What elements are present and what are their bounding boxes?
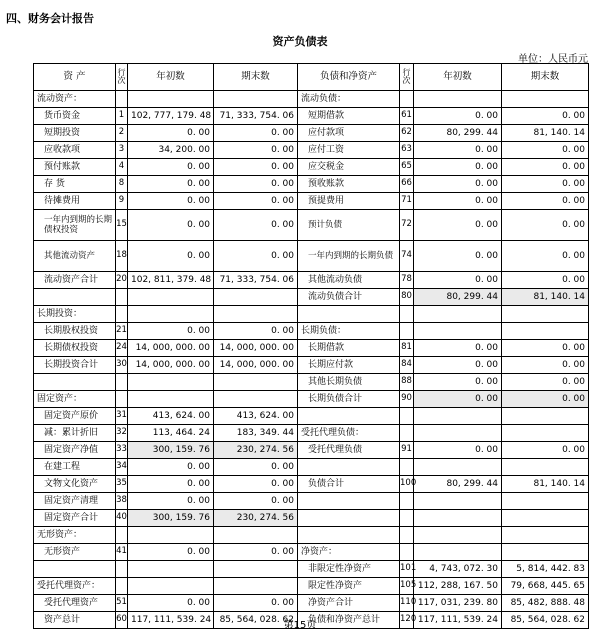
liability-end-value <box>502 459 589 476</box>
liability-end-value: 0. 00 <box>502 142 589 159</box>
asset-item-name: 其他流动资产 <box>34 241 116 272</box>
liability-end-value: 0. 00 <box>502 176 589 193</box>
liability-line-number: 91 <box>400 442 414 459</box>
table-row <box>34 391 589 408</box>
liability-begin-value: 112, 288, 167. 50 <box>414 578 502 595</box>
liability-begin-value: 80, 299. 44 <box>414 476 502 493</box>
begin-col-header: 年初数 <box>128 64 214 91</box>
asset-end-value: 230, 274. 56 <box>214 510 298 527</box>
asset-item-name <box>34 374 116 391</box>
liability-begin-value: 0. 00 <box>414 241 502 272</box>
table-row <box>34 510 589 527</box>
asset-begin-value: 300, 159. 76 <box>128 442 214 459</box>
liability-item-name: 长期负债合计 <box>298 391 400 408</box>
liability-begin-value <box>414 425 502 442</box>
table-row <box>34 544 589 561</box>
asset-begin-value: 34, 200. 00 <box>128 142 214 159</box>
asset-item-name: 长期投资： <box>34 306 116 323</box>
asset-line-number: 32 <box>116 425 128 442</box>
asset-line-number <box>116 374 128 391</box>
table-row <box>34 595 589 612</box>
table-row <box>34 272 589 289</box>
asset-begin-value: 102, 811, 379. 48 <box>128 272 214 289</box>
liability-begin-value: 80, 299. 44 <box>414 289 502 306</box>
asset-item-name: 货币资金 <box>34 108 116 125</box>
liability-begin-value <box>414 510 502 527</box>
liability-begin-value: 0. 00 <box>414 108 502 125</box>
liability-begin-value <box>414 459 502 476</box>
table-row <box>34 323 589 340</box>
asset-item-name: 资产总计 <box>34 612 116 629</box>
asset-end-value: 413, 624. 00 <box>214 408 298 425</box>
asset-line-number <box>116 391 128 408</box>
asset-item-name: 文物文化资产 <box>34 476 116 493</box>
asset-end-value: 14, 000, 000. 00 <box>214 357 298 374</box>
liability-item-name <box>298 306 400 323</box>
liability-begin-value: 117, 111, 539. 24 <box>414 612 502 629</box>
asset-end-value <box>214 561 298 578</box>
asset-begin-value <box>128 91 214 108</box>
asset-begin-value: 0. 00 <box>128 476 214 493</box>
liability-line-number: 74 <box>400 241 414 272</box>
section-heading: 四、财务会计报告 <box>6 12 94 25</box>
asset-line-number: 21 <box>116 323 128 340</box>
table-row <box>34 91 589 108</box>
asset-line-number: 30 <box>116 357 128 374</box>
liability-line-number: 88 <box>400 374 414 391</box>
liability-end-value: 81, 140. 14 <box>502 476 589 493</box>
asset-end-value: 0. 00 <box>214 595 298 612</box>
asset-begin-value: 0. 00 <box>128 544 214 561</box>
liability-item-name: 应付工资 <box>298 142 400 159</box>
asset-item-name: 固定资产： <box>34 391 116 408</box>
liability-begin-value: 0. 00 <box>414 340 502 357</box>
asset-line-number: 18 <box>116 241 128 272</box>
asset-item-name: 长期投资合计 <box>34 357 116 374</box>
asset-begin-value: 0. 00 <box>128 241 214 272</box>
liability-end-value: 0. 00 <box>502 340 589 357</box>
liability-begin-value: 117, 031, 239. 80 <box>414 595 502 612</box>
asset-line-number: 1 <box>116 108 128 125</box>
asset-begin-value: 0. 00 <box>128 459 214 476</box>
asset-end-value: 0. 00 <box>214 459 298 476</box>
balance-sheet-body <box>34 64 589 629</box>
liability-end-value <box>502 91 589 108</box>
liability-line-number <box>400 510 414 527</box>
liability-line-number <box>400 544 414 561</box>
asset-begin-value: 0. 00 <box>128 193 214 210</box>
liability-begin-value: 4, 743, 072. 30 <box>414 561 502 578</box>
asset-begin-value: 413, 624. 00 <box>128 408 214 425</box>
liability-item-name: 应交税金 <box>298 159 400 176</box>
table-row <box>34 578 589 595</box>
line-no-col-header <box>116 64 128 91</box>
liability-line-number: 101 <box>400 561 414 578</box>
liability-item-name <box>298 459 400 476</box>
line-no-col-header-2 <box>400 64 414 91</box>
line-header-bottom: 次 <box>117 76 126 85</box>
liability-end-value: 0. 00 <box>502 374 589 391</box>
asset-end-value: 0. 00 <box>214 323 298 340</box>
asset-col-header: 资 产 <box>34 64 116 91</box>
liability-begin-value <box>414 408 502 425</box>
asset-line-number: 40 <box>116 510 128 527</box>
table-row <box>34 493 589 510</box>
liability-item-name: 预收账款 <box>298 176 400 193</box>
asset-begin-value: 0. 00 <box>128 159 214 176</box>
liability-end-value <box>502 544 589 561</box>
table-row <box>34 210 589 241</box>
asset-begin-value: 14, 000, 000. 00 <box>128 340 214 357</box>
end-col-header-2: 期末数 <box>502 64 589 91</box>
asset-line-number: 31 <box>116 408 128 425</box>
liability-line-number <box>400 527 414 544</box>
asset-item-name: 长期债权投资 <box>34 340 116 357</box>
liability-begin-value: 80, 299. 44 <box>414 125 502 142</box>
liability-begin-value: 0. 00 <box>414 442 502 459</box>
asset-item-name: 存 货 <box>34 176 116 193</box>
liability-end-value <box>502 408 589 425</box>
liability-end-value: 0. 00 <box>502 210 589 241</box>
table-row <box>34 108 589 125</box>
liability-item-name: 应付款项 <box>298 125 400 142</box>
asset-line-number <box>116 91 128 108</box>
asset-end-value: 0. 00 <box>214 125 298 142</box>
asset-line-number <box>116 289 128 306</box>
liability-item-name <box>298 510 400 527</box>
asset-item-name: 应收款项 <box>34 142 116 159</box>
table-row <box>34 159 589 176</box>
liability-item-name: 短期借款 <box>298 108 400 125</box>
liability-item-name: 长期应付款 <box>298 357 400 374</box>
table-row <box>34 561 589 578</box>
asset-begin-value <box>128 578 214 595</box>
asset-begin-value: 117, 111, 539. 24 <box>128 612 214 629</box>
liability-end-value <box>502 510 589 527</box>
end-col-header: 期末数 <box>214 64 298 91</box>
table-header-row <box>34 64 589 91</box>
table-row <box>34 125 589 142</box>
liability-begin-value <box>414 493 502 510</box>
table-row <box>34 408 589 425</box>
liability-end-value <box>502 527 589 544</box>
liability-line-number <box>400 408 414 425</box>
liability-begin-value: 0. 00 <box>414 193 502 210</box>
liability-line-number <box>400 91 414 108</box>
table-row <box>34 442 589 459</box>
asset-begin-value <box>128 391 214 408</box>
page-number: 第15页 <box>283 620 317 631</box>
table-row <box>34 425 589 442</box>
liability-line-number: 90 <box>400 391 414 408</box>
asset-item-name: 受托代理资产 <box>34 595 116 612</box>
asset-end-value <box>214 391 298 408</box>
liability-item-name: 受托代理负债： <box>298 425 400 442</box>
asset-end-value: 183, 349. 44 <box>214 425 298 442</box>
liability-line-number: 100 <box>400 476 414 493</box>
asset-item-name: 在建工程 <box>34 459 116 476</box>
liability-line-number: 61 <box>400 108 414 125</box>
asset-end-value: 0. 00 <box>214 493 298 510</box>
liability-item-name: 其他长期负债 <box>298 374 400 391</box>
asset-end-value: 0. 00 <box>214 193 298 210</box>
table-row <box>34 289 589 306</box>
asset-end-value: 230, 274. 56 <box>214 442 298 459</box>
asset-end-value <box>214 306 298 323</box>
liability-begin-value: 0. 00 <box>414 176 502 193</box>
liability-end-value: 0. 00 <box>502 159 589 176</box>
asset-item-name: 受托代理资产： <box>34 578 116 595</box>
asset-end-value: 0. 00 <box>214 210 298 241</box>
asset-item-name: 无形资产： <box>34 527 116 544</box>
asset-begin-value: 0. 00 <box>128 323 214 340</box>
table-row <box>34 459 589 476</box>
liability-end-value: 0. 00 <box>502 193 589 210</box>
liability-line-number: 71 <box>400 193 414 210</box>
asset-begin-value: 14, 000, 000. 00 <box>128 357 214 374</box>
begin-col-header-2: 年初数 <box>414 64 502 91</box>
asset-line-number: 51 <box>116 595 128 612</box>
liability-line-number <box>400 306 414 323</box>
asset-end-value: 0. 00 <box>214 476 298 493</box>
balance-sheet-table <box>33 63 589 629</box>
table-row <box>34 241 589 272</box>
liability-end-value: 0. 00 <box>502 272 589 289</box>
asset-line-number: 41 <box>116 544 128 561</box>
asset-begin-value: 113, 464. 24 <box>128 425 214 442</box>
liability-end-value: 0. 00 <box>502 391 589 408</box>
currency-unit: 单位：人民币元 <box>518 54 588 65</box>
asset-begin-value <box>128 527 214 544</box>
liability-begin-value: 0. 00 <box>414 210 502 241</box>
asset-item-name: 固定资产合计 <box>34 510 116 527</box>
asset-item-name: 待摊费用 <box>34 193 116 210</box>
liability-end-value: 79, 668, 445. 65 <box>502 578 589 595</box>
liability-line-number: 66 <box>400 176 414 193</box>
asset-line-number: 4 <box>116 159 128 176</box>
table-row <box>34 340 589 357</box>
liability-item-name <box>298 408 400 425</box>
liability-line-number <box>400 493 414 510</box>
asset-end-value: 0. 00 <box>214 176 298 193</box>
asset-line-number <box>116 561 128 578</box>
liability-line-number <box>400 459 414 476</box>
liability-item-name: 负债和净资产总计 <box>298 612 400 629</box>
liability-end-value <box>502 493 589 510</box>
asset-begin-value: 0. 00 <box>128 176 214 193</box>
liability-line-number: 63 <box>400 142 414 159</box>
liability-begin-value: 0. 00 <box>414 159 502 176</box>
table-row <box>34 476 589 493</box>
liability-end-value: 0. 00 <box>502 241 589 272</box>
liability-end-value: 85, 564, 028. 62 <box>502 612 589 629</box>
liability-item-name: 净资产： <box>298 544 400 561</box>
asset-item-name: 流动资产合计 <box>34 272 116 289</box>
liability-line-number: 78 <box>400 272 414 289</box>
asset-end-value <box>214 578 298 595</box>
liability-end-value: 85, 482, 888. 48 <box>502 595 589 612</box>
table-row <box>34 142 589 159</box>
asset-end-value <box>214 374 298 391</box>
asset-line-number: 33 <box>116 442 128 459</box>
asset-begin-value: 300, 159. 76 <box>128 510 214 527</box>
liability-item-name: 预提费用 <box>298 193 400 210</box>
asset-item-name: 固定资产清理 <box>34 493 116 510</box>
asset-end-value: 85, 564, 028. 62 <box>214 612 298 629</box>
liability-item-name: 受托代理负债 <box>298 442 400 459</box>
liability-item-name: 流动负债合计 <box>298 289 400 306</box>
liability-item-name: 流动负债： <box>298 91 400 108</box>
liability-begin-value <box>414 323 502 340</box>
asset-item-name: 预付账款 <box>34 159 116 176</box>
liability-begin-value: 0. 00 <box>414 374 502 391</box>
asset-end-value: 0. 00 <box>214 159 298 176</box>
line-header-bottom: 次 <box>402 76 411 85</box>
table-row <box>34 176 589 193</box>
asset-line-number: 24 <box>116 340 128 357</box>
asset-end-value: 0. 00 <box>214 241 298 272</box>
liability-begin-value: 0. 00 <box>414 142 502 159</box>
liability-end-value: 81, 140. 14 <box>502 289 589 306</box>
liability-line-number: 120 <box>400 612 414 629</box>
liability-line-number: 84 <box>400 357 414 374</box>
asset-line-number: 15 <box>116 210 128 241</box>
asset-begin-value <box>128 561 214 578</box>
asset-end-value <box>214 527 298 544</box>
liability-end-value: 0. 00 <box>502 357 589 374</box>
asset-end-value: 0. 00 <box>214 544 298 561</box>
asset-end-value <box>214 91 298 108</box>
liability-item-name <box>298 527 400 544</box>
asset-line-number <box>116 578 128 595</box>
asset-item-name: 减：累计折旧 <box>34 425 116 442</box>
liability-line-number: 65 <box>400 159 414 176</box>
asset-item-name <box>34 289 116 306</box>
liability-item-name: 净资产合计 <box>298 595 400 612</box>
table-row <box>34 306 589 323</box>
asset-begin-value: 102, 777, 179. 48 <box>128 108 214 125</box>
asset-line-number: 35 <box>116 476 128 493</box>
liability-line-number <box>400 425 414 442</box>
liability-end-value <box>502 323 589 340</box>
asset-item-name <box>34 561 116 578</box>
liability-item-name: 预计负债 <box>298 210 400 241</box>
asset-end-value <box>214 289 298 306</box>
asset-line-number <box>116 527 128 544</box>
liability-begin-value: 0. 00 <box>414 357 502 374</box>
asset-end-value: 71, 333, 754. 06 <box>214 272 298 289</box>
asset-line-number <box>116 306 128 323</box>
asset-end-value: 14, 000, 000. 00 <box>214 340 298 357</box>
asset-begin-value <box>128 289 214 306</box>
liability-begin-value <box>414 91 502 108</box>
liability-item-name: 其他流动负债 <box>298 272 400 289</box>
liability-line-number: 105 <box>400 578 414 595</box>
asset-line-number: 8 <box>116 176 128 193</box>
liability-end-value <box>502 306 589 323</box>
line-header-top: 行 <box>117 67 126 77</box>
table-row <box>34 374 589 391</box>
liability-item-name: 负债合计 <box>298 476 400 493</box>
liability-line-number: 110 <box>400 595 414 612</box>
asset-begin-value: 0. 00 <box>128 210 214 241</box>
asset-line-number: 9 <box>116 193 128 210</box>
line-header-top: 行 <box>402 67 411 77</box>
liability-begin-value: 0. 00 <box>414 272 502 289</box>
liability-begin-value <box>414 306 502 323</box>
liability-line-number: 72 <box>400 210 414 241</box>
report-title: 资产负债表 <box>272 35 328 48</box>
liability-item-name: 限定性净资产 <box>298 578 400 595</box>
liability-item-name: 长期负债： <box>298 323 400 340</box>
liability-end-value: 81, 140. 14 <box>502 125 589 142</box>
liability-col-header: 负债和净资产 <box>298 64 400 91</box>
asset-end-value: 71, 333, 754. 06 <box>214 108 298 125</box>
liability-line-number: 62 <box>400 125 414 142</box>
asset-begin-value <box>128 306 214 323</box>
liability-begin-value: 0. 00 <box>414 391 502 408</box>
asset-item-name: 一年内到期的长期债权投资 <box>34 210 116 241</box>
asset-begin-value: 0. 00 <box>128 125 214 142</box>
liability-item-name: 非限定性净资产 <box>298 561 400 578</box>
liability-end-value <box>502 425 589 442</box>
liability-end-value: 5, 814, 442. 83 <box>502 561 589 578</box>
asset-line-number: 20 <box>116 272 128 289</box>
liability-end-value: 0. 00 <box>502 108 589 125</box>
asset-item-name: 流动资产： <box>34 91 116 108</box>
asset-begin-value <box>128 374 214 391</box>
asset-line-number: 34 <box>116 459 128 476</box>
asset-item-name: 无形资产 <box>34 544 116 561</box>
asset-line-number: 60 <box>116 612 128 629</box>
asset-line-number: 3 <box>116 142 128 159</box>
asset-item-name: 固定资产净值 <box>34 442 116 459</box>
asset-item-name: 固定资产原价 <box>34 408 116 425</box>
liability-begin-value <box>414 527 502 544</box>
asset-item-name: 短期投资 <box>34 125 116 142</box>
table-row <box>34 527 589 544</box>
liability-item-name: 长期借款 <box>298 340 400 357</box>
liability-line-number: 81 <box>400 340 414 357</box>
liability-end-value: 0. 00 <box>502 442 589 459</box>
liability-line-number <box>400 323 414 340</box>
table-row <box>34 357 589 374</box>
liability-item-name: 一年内到期的长期负债 <box>298 241 400 272</box>
table-row <box>34 193 589 210</box>
asset-begin-value: 0. 00 <box>128 595 214 612</box>
liability-line-number: 80 <box>400 289 414 306</box>
asset-line-number: 38 <box>116 493 128 510</box>
asset-item-name: 长期股权投资 <box>34 323 116 340</box>
asset-begin-value: 0. 00 <box>128 493 214 510</box>
asset-line-number: 2 <box>116 125 128 142</box>
asset-end-value: 0. 00 <box>214 142 298 159</box>
liability-begin-value <box>414 544 502 561</box>
liability-item-name <box>298 493 400 510</box>
